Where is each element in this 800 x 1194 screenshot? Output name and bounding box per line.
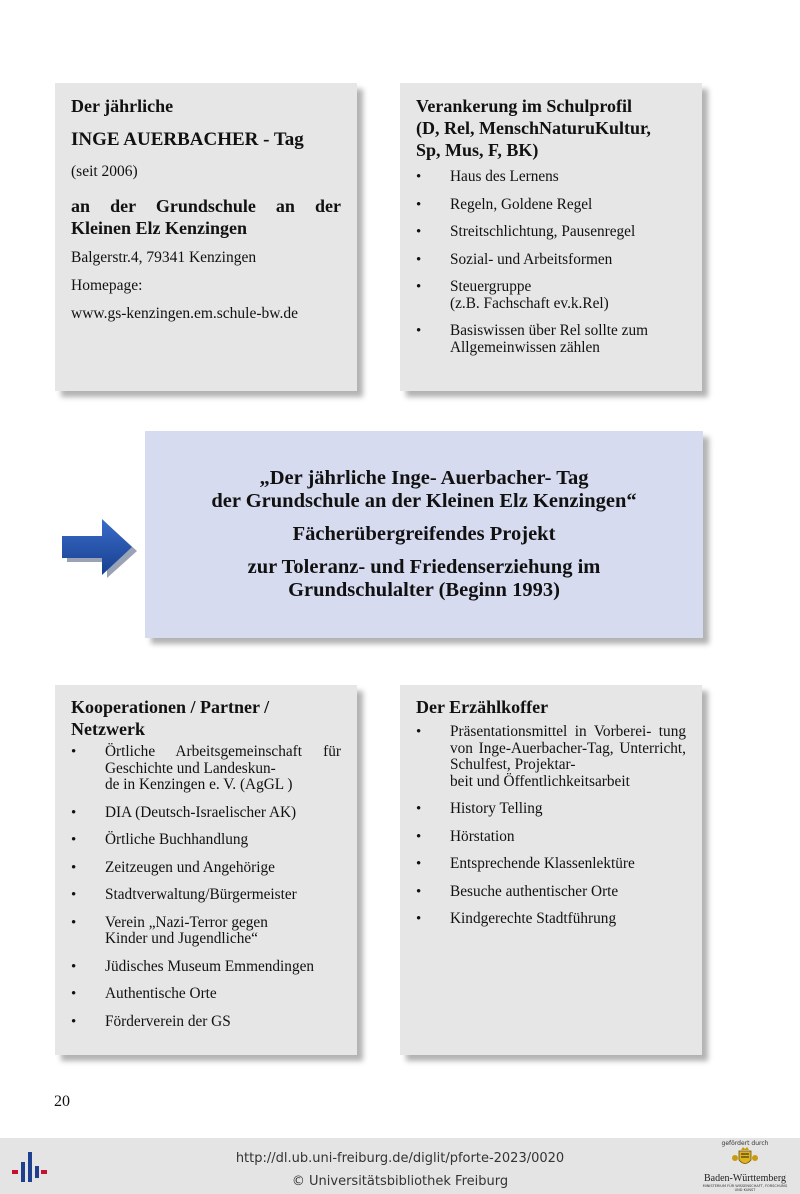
list-item: • Hörstation (416, 829, 686, 846)
sponsor-name: Baden-Württemberg (703, 1173, 786, 1184)
address-text: Balgerstr.4, 79341 Kenzingen (71, 249, 257, 266)
list-item (416, 279, 686, 312)
list-item: • Sozial- und Arbeitsformen (416, 252, 686, 269)
list-item-line: Allgemeinwissen zählen (450, 338, 600, 356)
info-box-erzaehlkoffer (400, 685, 702, 1055)
info-box-kooperationen (55, 685, 357, 1055)
box-heading-line1: Verankerung im Schulprofil (416, 96, 633, 116)
list-item: • Örtliche Buchhandlung (71, 832, 341, 849)
list-item: • Streitschlichtung, Pausenregel (416, 224, 686, 241)
list-item-line: Präsentationsmittel in Vorberei- tung von Inge-Auerbacher-Tag, Unterricht, Schulfest, Projektar- (450, 723, 686, 773)
list-item-line: Verein „Nazi-Terror gegen (105, 913, 268, 931)
partner-list (71, 744, 341, 1030)
school-name: an der Grundschule an der Kleinen Elz Kenzingen (71, 196, 341, 238)
box-heading-line2: Netzwerk (71, 719, 145, 739)
project-goal-line2: Grundschulalter (Beginn 1993) (288, 579, 560, 601)
document-url[interactable]: http://dl.ub.uni-freiburg.de/diglit/pforte-2023/0020 (235, 1151, 565, 1166)
list-item: • Besuche authentischer Orte (416, 884, 686, 901)
list-item: • Stadtverwaltung/Bürgermeister (71, 887, 341, 904)
list-item: • Zeitzeugen und Angehörige (71, 860, 341, 877)
list-item (416, 724, 686, 790)
baden-wuerttemberg-logo (700, 1140, 790, 1192)
erzaehlkoffer-list (416, 724, 686, 928)
box-title: INGE AUERBACHER - Tag (71, 129, 304, 150)
project-goal-line1: zur Toleranz- und Friedenserziehung im (247, 556, 601, 578)
list-item-line: Steuergruppe (450, 278, 532, 295)
list-item: • Entsprechende Klassenlektüre (416, 856, 686, 873)
list-item (71, 744, 341, 794)
list-item-line: Örtliche Arbeitsgemeinschaft für Geschichte und Landeskun- (105, 743, 341, 777)
sponsor-ministry: MINISTERIUM FÜR WISSENSCHAFT, FORSCHUNG UND KUNST (702, 1184, 788, 1192)
box-heading: Der Erzählkoffer (416, 697, 549, 717)
list-item: • Jüdisches Museum Emmendingen (71, 959, 341, 976)
project-title-box (145, 431, 703, 638)
since-text: (seit 2006) (71, 163, 138, 180)
list-item-line: beit und Öffentlichkeitsarbeit (450, 772, 630, 790)
list-item (71, 915, 341, 948)
info-box-inge-auerbacher-tag (55, 83, 357, 391)
list-item-line: (z.B. Fachschaft ev.k.Rel) (450, 294, 609, 312)
list-item: • Regeln, Goldene Regel (416, 197, 686, 214)
list-item-line: de in Kenzingen e. V. (AgGL ) (105, 776, 293, 793)
info-box-schulprofil (400, 83, 702, 391)
project-title-line1: „Der jährliche Inge- Auerbacher- Tag (259, 467, 589, 489)
sponsor-label: gefördert durch (721, 1140, 769, 1147)
project-subtitle: Fächerübergreifendes Projekt (292, 523, 556, 545)
list-item (416, 323, 686, 356)
box-heading: Der jährliche (71, 96, 174, 116)
footer-bar (0, 1138, 800, 1194)
homepage-url: www.gs-kenzingen.em.schule-bw.de (71, 305, 298, 322)
list-item: • Haus des Lernens (416, 169, 686, 186)
schulprofil-list (416, 169, 686, 356)
page-number: 20 (54, 1093, 70, 1110)
list-item: • History Telling (416, 801, 686, 818)
list-item-line: Kinder und Jugendliche“ (105, 930, 258, 947)
homepage-label: Homepage: (71, 277, 143, 294)
coat-of-arms-icon (730, 1147, 760, 1169)
copyright-text: © Universitätsbibliothek Freiburg (291, 1174, 509, 1189)
box-heading-line2: (D, Rel, MenschNaturuKultur, (416, 118, 651, 138)
list-item: • Kindgerechte Stadtführung (416, 911, 686, 928)
list-item: • Förderverein der GS (71, 1014, 341, 1031)
list-item: • DIA (Deutsch-Israelischer AK) (71, 805, 341, 822)
list-item-line: Basiswissen über Rel sollte zum (450, 322, 648, 339)
project-title-line2: der Grundschule an der Kleinen Elz Kenzingen“ (211, 490, 637, 512)
right-arrow-icon (60, 517, 138, 579)
box-heading-line1: Kooperationen / Partner / (71, 697, 270, 717)
list-item: • Authentische Orte (71, 986, 341, 1003)
box-heading-line3: Sp, Mus, F, BK) (416, 140, 539, 160)
